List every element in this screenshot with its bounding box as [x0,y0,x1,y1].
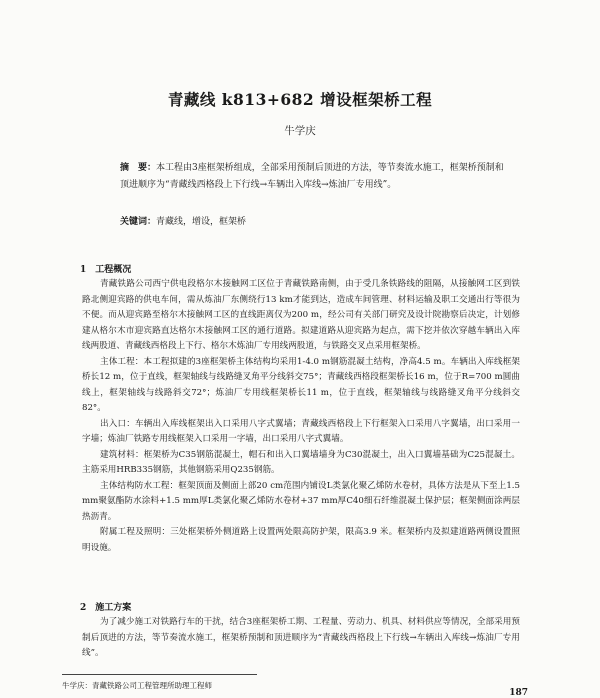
abstract-text: 本工程由3座框架桥组成，全部采用预制后顶进的方法，等节奏流水施工，框架桥预制和顶进顺序为“青藏线西格段上下行线→车辆出入库线→炼油厂专用线”。 [120,163,504,190]
section-1-body [82,277,520,556]
footnote: 牛学庆：青藏铁路公司工程管理所助理工程师 [62,681,212,690]
section-2-body [82,615,520,662]
keywords [120,214,505,231]
keywords-text: 青藏线，增设，框架桥 [156,217,247,227]
paragraph: 附属工程及照明：三处框架桥外侧道路上设置两处限高防护架，限高3.9 米。框架桥内及拟建道路两侧设置照明设施。 [82,527,520,553]
abstract [120,160,505,194]
page-number: 187 [509,688,528,698]
paragraph: 主体结构防水工程：框架顶面及侧面上部20 cm范围内铺设L类氯化聚乙烯防水卷材，具体方法是从下至上1.5 mm聚氨酯防水涂料+1.5 mm厚L类氯化聚乙烯防水卷材+37 mm厚C40细石纤维混凝土保护层；框架侧面涂两层热沥青。 [82,480,520,522]
paragraph: 出入口：车辆出入库线框架出入口采用八字式翼墙；青藏线西格段上下行框架入口采用八字翼墙，出口采用一字墙；炼油厂铁路专用线框架入口采用一字墙，出口采用八字式翼墙。 [82,418,520,444]
paragraph: 主体工程：本工程拟建的3座框架桥主体结构均采用1-4.0 m钢筋混凝土结构，净高4.5 m。车辆出入库线框架桥长12 m，位于直线，框架轴线与线路缝叉角平分线斜交75°；青藏线西格段框架桥长16 m，位于R=700 m圆曲线上，框架轴线与线路斜交72°；炼油厂专用线框架桥长11 m，位于直线，框架轴线与线路缝叉角平分线斜交82°。 [82,356,520,413]
paper-title: 青藏线 k813+682 增设框架桥工程 [167,90,433,109]
paragraph: 青藏铁路公司西宁供电段格尔木接触网工区位于青藏铁路南侧，由于受几条铁路线的阻隔，从接触网工区到铁路北侧迎宾路的供电车间，需从炼油厂东侧绕行13 km才能到达，造成车间管理、材料运输及职工交通出行等很为不便。而从迎宾路至格尔木接触网工区的直线距离仅为200 m，经公司有关部门研究及设计院勘察后决定，计划修建从格尔木市迎宾路直达格尔木接触网工区的通行道路。拟建道路从迎宾路为起点，需下挖并依次穿越车辆出入库线两股道、青藏线西格段上下行、格尔木炼油厂专用线两股道，与铁路交叉点采用框架桥。 [82,279,520,351]
paragraph: 为了减少施工对铁路行车的干扰，结合3座框架桥工期、工程量、劳动力、机具、材料供应等情况，全部采用预制后顶进的方法，等节奏流水施工，框架桥预制和顶进顺序为“青藏线西格段上下行线→车辆出入库线→炼油厂专用线”。 [82,617,520,658]
author-name: 牛学庆 [284,125,316,137]
section-1-heading: 1 工程概况 [80,265,132,275]
paragraph: 建筑材料：框架桥为C35钢筋混凝土，帽石和出入口翼墙墙身为C30混凝土，出入口翼墙基础为C25混凝土。主筋采用HRB335钢筋，其他钢筋采用Q235钢筋。 [82,449,520,475]
footnote-divider [62,674,257,675]
abstract-label: 摘 要： [120,163,157,173]
keywords-label: 关键词： [120,217,157,227]
section-2-heading: 2 施工方案 [80,603,132,613]
